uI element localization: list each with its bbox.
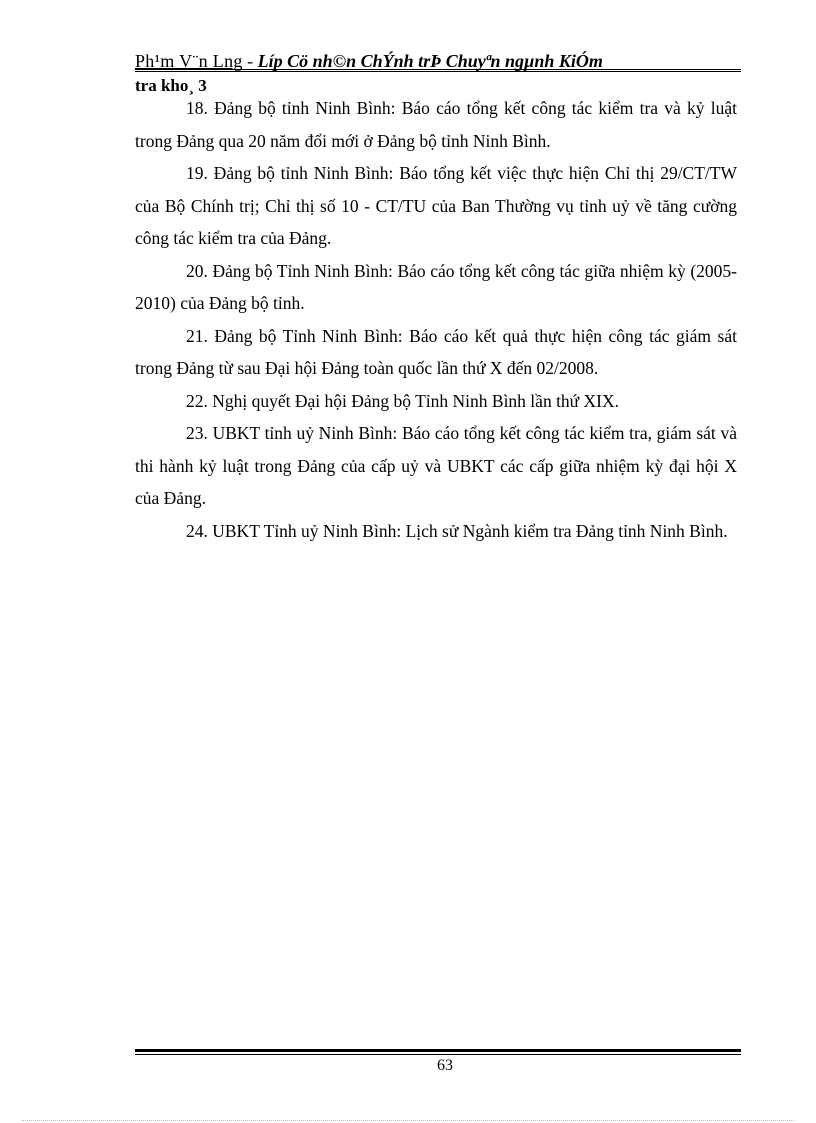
reference-list	[135, 92, 737, 547]
header-author: Ph¹m V¨n Lng	[135, 51, 243, 71]
reference-item-24: 24. UBKT Tỉnh uỷ Ninh Bình: Lịch sử Ngành kiểm tra Đảng tỉnh Ninh Bình.	[186, 520, 728, 541]
reference-item-22: 22. Nghị quyết Đại hội Đảng bộ Tỉnh Ninh Bình lần thứ XIX.	[186, 390, 620, 411]
reference-item-20: 20. Đảng bộ Tỉnh Ninh Bình: Báo cáo tổng kết công tác giữa nhiệm kỳ (2005-2010) của Đảng bộ tỉnh.	[135, 260, 737, 313]
reference-item-21: 21. Đảng bộ Tỉnh Ninh Bình: Báo cáo kết quả thực hiện công tác giám sát trong Đảng từ sau Đại hội Đảng toàn quốc lần thứ X đến 02/2008.	[135, 325, 737, 378]
footer-rule-thin	[135, 1054, 741, 1055]
reference-item-18: 18. Đảng bộ tỉnh Ninh Bình: Báo cáo tổng kết công tác kiểm tra và kỷ luật trong Đảng qua 20 năm đổi mới ở Đảng bộ tỉnh Ninh Bình.	[135, 98, 737, 151]
page-bottom-border	[22, 1120, 794, 1121]
header-course: Líp Cö nh©n ChÝnh trÞ Chuyªn ngµnh KiÓm	[257, 51, 603, 71]
header-rule	[135, 69, 741, 70]
page-number: 63	[437, 1057, 453, 1074]
page-header	[135, 50, 741, 97]
header-separator: -	[242, 51, 258, 71]
header-course-continued: tra kho¸ 3	[135, 76, 207, 95]
footer-rule-thick	[135, 1049, 741, 1052]
header-rule-secondary	[135, 71, 741, 72]
reference-item-19: 19. Đảng bộ tỉnh Ninh Bình: Báo tổng kết việc thực hiện Chỉ thị 29/CT/TW của Bộ Chính trị; Chỉ thị số 10 - CT/TU của Ban Thường vụ tỉnh uỷ về tăng cường công tác kiểm tra của Đảng.	[135, 163, 737, 248]
reference-item-23: 23. UBKT tỉnh uỷ Ninh Bình: Báo cáo tổng kết công tác kiểm tra, giám sát và thi hành kỷ luật trong Đảng của cấp uỷ và UBKT các cấp giữa nhiệm kỳ đại hội X của Đảng.	[135, 423, 737, 508]
